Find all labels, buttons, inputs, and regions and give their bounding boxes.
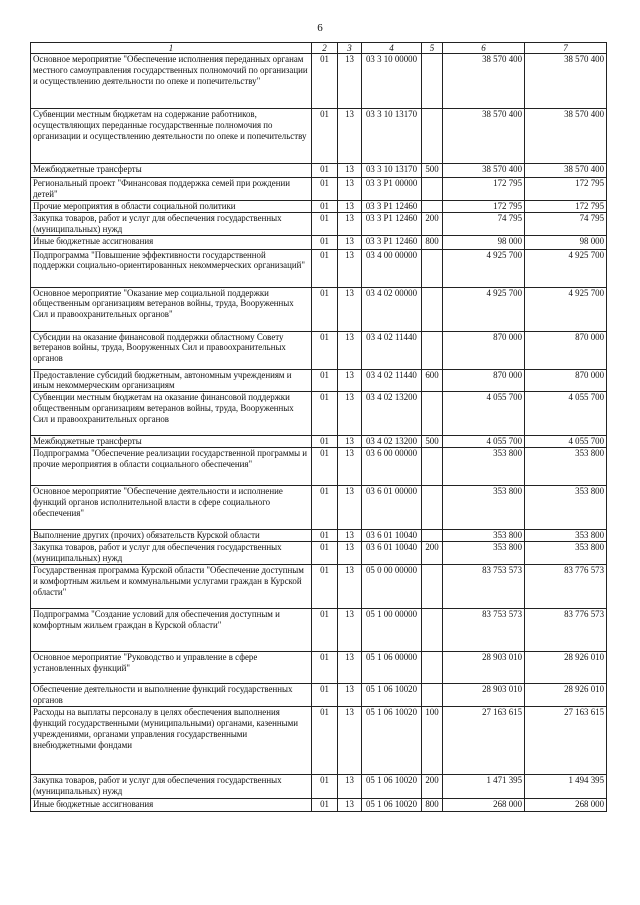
- expense-type-code: [422, 200, 443, 212]
- expense-type-code: [422, 652, 443, 684]
- expense-type-code: [422, 609, 443, 652]
- expense-type-code: 500: [422, 164, 443, 178]
- target-article-code: 03 6 01 10040: [362, 530, 422, 542]
- amount-year-1: 1 471 395: [443, 774, 525, 798]
- expense-type-code: [422, 249, 443, 287]
- target-article-code: 03 3 P1 00000: [362, 178, 422, 201]
- row-description: Закупка товаров, работ и услуг для обеспечения государственных (муниципальных) нужд: [31, 542, 312, 565]
- subsection-code: 13: [338, 331, 362, 369]
- table-row: [31, 200, 607, 212]
- target-article-code: 03 3 P1 12460: [362, 235, 422, 249]
- table-row: [31, 542, 607, 565]
- row-description: Субвенции местным бюджетам на содержание работников, осуществляющих переданные государственные полномочия по организации и осуществлению деятельности по опеке и попечительству: [31, 109, 312, 164]
- target-article-code: 05 1 06 10020: [362, 774, 422, 798]
- amount-year-1: 74 795: [443, 212, 525, 235]
- amount-year-1: 83 753 573: [443, 609, 525, 652]
- subsection-code: 13: [338, 684, 362, 707]
- table-row: [31, 565, 607, 609]
- amount-year-2: 4 055 700: [525, 436, 607, 448]
- subsection-code: 13: [338, 530, 362, 542]
- table-row: [31, 287, 607, 331]
- expense-type-code: 200: [422, 774, 443, 798]
- table-row: [31, 652, 607, 684]
- table-row: [31, 448, 607, 486]
- subsection-code: 13: [338, 392, 362, 436]
- expense-type-code: 600: [422, 369, 443, 392]
- expense-type-code: [422, 287, 443, 331]
- row-description: Основное мероприятие "Обеспечение деятельности и исполнение функций органов исполнительной власти в сфере социального обеспечения": [31, 486, 312, 530]
- row-description: Региональный проект "Финансовая поддержка семей при рождении детей": [31, 178, 312, 201]
- row-description: Подпрограмма "Обеспечение реализации государственной программы и прочие мероприятия в области социального обеспечения": [31, 448, 312, 486]
- target-article-code: 05 1 06 10020: [362, 706, 422, 774]
- target-article-code: 05 1 00 00000: [362, 609, 422, 652]
- section-code: 01: [312, 565, 338, 609]
- table-row: [31, 684, 607, 707]
- table-row: [31, 164, 607, 178]
- amount-year-1: 870 000: [443, 369, 525, 392]
- section-code: 01: [312, 109, 338, 164]
- amount-year-2: 172 795: [525, 178, 607, 201]
- section-code: 01: [312, 212, 338, 235]
- target-article-code: 03 4 02 11440: [362, 369, 422, 392]
- subsection-code: 13: [338, 287, 362, 331]
- section-code: 01: [312, 235, 338, 249]
- section-code: 01: [312, 287, 338, 331]
- subsection-code: 13: [338, 798, 362, 811]
- row-description: Государственная программа Курской области "Обеспечение доступным и комфортным жильем и коммунальными услугами граждан в Курской области": [31, 565, 312, 609]
- section-code: 01: [312, 200, 338, 212]
- amount-year-1: 38 570 400: [443, 54, 525, 109]
- section-code: 01: [312, 448, 338, 486]
- subsection-code: 13: [338, 54, 362, 109]
- amount-year-1: 83 753 573: [443, 565, 525, 609]
- section-code: 01: [312, 178, 338, 201]
- amount-year-2: 4 925 700: [525, 287, 607, 331]
- expense-type-code: 100: [422, 706, 443, 774]
- row-description: Основное мероприятие "Руководство и управление в сфере установленных функций": [31, 652, 312, 684]
- section-code: 01: [312, 249, 338, 287]
- amount-year-1: 4 925 700: [443, 287, 525, 331]
- section-code: 01: [312, 486, 338, 530]
- amount-year-1: 353 800: [443, 542, 525, 565]
- expense-type-code: [422, 392, 443, 436]
- section-code: 01: [312, 684, 338, 707]
- amount-year-2: 353 800: [525, 486, 607, 530]
- header-cell: 6: [443, 43, 525, 54]
- row-description: Основное мероприятие "Обеспечение исполнения переданных органам местного самоуправления государственных полномочий по организации и осуществлению деятельности по опеке и попечительству": [31, 54, 312, 109]
- amount-year-2: 4 055 700: [525, 392, 607, 436]
- subsection-code: 13: [338, 235, 362, 249]
- subsection-code: 13: [338, 109, 362, 164]
- section-code: 01: [312, 652, 338, 684]
- section-code: 01: [312, 798, 338, 811]
- section-code: 01: [312, 542, 338, 565]
- amount-year-2: 83 776 573: [525, 609, 607, 652]
- target-article-code: 03 3 P1 12460: [362, 212, 422, 235]
- amount-year-1: 4 055 700: [443, 436, 525, 448]
- page-number: 6: [317, 22, 323, 34]
- target-article-code: 03 3 10 13170: [362, 164, 422, 178]
- expense-type-code: [422, 178, 443, 201]
- subsection-code: 13: [338, 706, 362, 774]
- section-code: 01: [312, 331, 338, 369]
- amount-year-1: 870 000: [443, 331, 525, 369]
- amount-year-1: 172 795: [443, 178, 525, 201]
- section-code: 01: [312, 369, 338, 392]
- expense-type-code: [422, 109, 443, 164]
- header-cell: 7: [525, 43, 607, 54]
- amount-year-2: 1 494 395: [525, 774, 607, 798]
- row-description: Иные бюджетные ассигнования: [31, 798, 312, 811]
- header-cell: 5: [422, 43, 443, 54]
- subsection-code: 13: [338, 565, 362, 609]
- expense-type-code: [422, 684, 443, 707]
- expense-type-code: [422, 54, 443, 109]
- amount-year-2: 353 800: [525, 448, 607, 486]
- budget-table: [30, 42, 607, 812]
- header-cell: 4: [362, 43, 422, 54]
- amount-year-1: 28 903 010: [443, 684, 525, 707]
- table-row: [31, 486, 607, 530]
- amount-year-2: 353 800: [525, 530, 607, 542]
- amount-year-1: 353 800: [443, 530, 525, 542]
- table-row: [31, 249, 607, 287]
- amount-year-2: 353 800: [525, 542, 607, 565]
- row-description: Основное мероприятие "Оказание мер социальной поддержки общественным организациям ветеранов войны, труда, Вооруженных Сил и правоохранительных органов": [31, 287, 312, 331]
- amount-year-2: 38 570 400: [525, 109, 607, 164]
- amount-year-2: 98 000: [525, 235, 607, 249]
- subsection-code: 13: [338, 774, 362, 798]
- target-article-code: 03 6 01 10040: [362, 542, 422, 565]
- table-row: [31, 235, 607, 249]
- amount-year-2: 74 795: [525, 212, 607, 235]
- amount-year-1: 38 570 400: [443, 109, 525, 164]
- row-description: Субсидии на оказание финансовой поддержки областному Совету ветеранов войны, труда, Вооруженных Сил и правоохранительных органов: [31, 331, 312, 369]
- target-article-code: 03 4 02 13200: [362, 392, 422, 436]
- table-row: [31, 774, 607, 798]
- subsection-code: 13: [338, 448, 362, 486]
- target-article-code: 03 6 00 00000: [362, 448, 422, 486]
- amount-year-1: 98 000: [443, 235, 525, 249]
- table-row: [31, 212, 607, 235]
- row-description: Подпрограмма "Создание условий для обеспечения доступным и комфортным жильем граждан в Курской области": [31, 609, 312, 652]
- section-code: 01: [312, 392, 338, 436]
- expense-type-code: 800: [422, 235, 443, 249]
- subsection-code: 13: [338, 542, 362, 565]
- row-description: Закупка товаров, работ и услуг для обеспечения государственных (муниципальных) нужд: [31, 212, 312, 235]
- target-article-code: 03 3 10 13170: [362, 109, 422, 164]
- row-description: Иные бюджетные ассигнования: [31, 235, 312, 249]
- amount-year-1: 353 800: [443, 486, 525, 530]
- header-cell: 2: [312, 43, 338, 54]
- subsection-code: 13: [338, 212, 362, 235]
- amount-year-1: 172 795: [443, 200, 525, 212]
- table-row: [31, 331, 607, 369]
- expense-type-code: 200: [422, 212, 443, 235]
- target-article-code: 05 1 06 00000: [362, 652, 422, 684]
- expense-type-code: 200: [422, 542, 443, 565]
- amount-year-2: 83 776 573: [525, 565, 607, 609]
- amount-year-1: 38 570 400: [443, 164, 525, 178]
- target-article-code: 03 4 02 13200: [362, 436, 422, 448]
- target-article-code: 03 4 02 00000: [362, 287, 422, 331]
- amount-year-1: 28 903 010: [443, 652, 525, 684]
- subsection-code: 13: [338, 652, 362, 684]
- row-description: Подпрограмма "Повышение эффективности государственной поддержки социально-ориентированных некоммерческих организаций": [31, 249, 312, 287]
- amount-year-2: 870 000: [525, 331, 607, 369]
- amount-year-2: 28 926 010: [525, 684, 607, 707]
- header-cell: 1: [31, 43, 312, 54]
- subsection-code: 13: [338, 178, 362, 201]
- target-article-code: 05 1 06 10020: [362, 798, 422, 811]
- row-description: Межбюджетные трансферты: [31, 164, 312, 178]
- amount-year-2: 27 163 615: [525, 706, 607, 774]
- expense-type-code: 500: [422, 436, 443, 448]
- section-code: 01: [312, 609, 338, 652]
- amount-year-1: 27 163 615: [443, 706, 525, 774]
- amount-year-2: 268 000: [525, 798, 607, 811]
- amount-year-2: 38 570 400: [525, 54, 607, 109]
- row-description: Предоставление субсидий бюджетным, автономным учреждениям и иным некоммерческим организациям: [31, 369, 312, 392]
- row-description: Прочие мероприятия в области социальной политики: [31, 200, 312, 212]
- subsection-code: 13: [338, 164, 362, 178]
- table-row: [31, 54, 607, 109]
- table-row: [31, 109, 607, 164]
- row-description: Межбюджетные трансферты: [31, 436, 312, 448]
- target-article-code: 03 4 02 11440: [362, 331, 422, 369]
- table-body: [31, 54, 607, 812]
- row-description: Закупка товаров, работ и услуг для обеспечения государственных (муниципальных) нужд: [31, 774, 312, 798]
- section-code: 01: [312, 436, 338, 448]
- table-row: [31, 178, 607, 201]
- amount-year-2: 4 925 700: [525, 249, 607, 287]
- row-description: Расходы на выплаты персоналу в целях обеспечения выполнения функций государственными (муниципальными) органами, казенными учреждениями, органами управления государственными внебюджетными фондами: [31, 706, 312, 774]
- expense-type-code: [422, 331, 443, 369]
- subsection-code: 13: [338, 369, 362, 392]
- expense-type-code: [422, 486, 443, 530]
- table-row: [31, 609, 607, 652]
- amount-year-2: 38 570 400: [525, 164, 607, 178]
- subsection-code: 13: [338, 486, 362, 530]
- subsection-code: 13: [338, 436, 362, 448]
- target-article-code: 05 1 06 10020: [362, 684, 422, 707]
- subsection-code: 13: [338, 200, 362, 212]
- amount-year-2: 870 000: [525, 369, 607, 392]
- target-article-code: 05 0 00 00000: [362, 565, 422, 609]
- table-row: [31, 706, 607, 774]
- amount-year-1: 4 055 700: [443, 392, 525, 436]
- target-article-code: 03 6 01 00000: [362, 486, 422, 530]
- section-code: 01: [312, 774, 338, 798]
- table-row: [31, 436, 607, 448]
- expense-type-code: 800: [422, 798, 443, 811]
- section-code: 01: [312, 706, 338, 774]
- table-row: [31, 530, 607, 542]
- row-description: Обеспечение деятельности и выполнение функций государственных органов: [31, 684, 312, 707]
- subsection-code: 13: [338, 609, 362, 652]
- section-code: 01: [312, 164, 338, 178]
- expense-type-code: [422, 448, 443, 486]
- expense-type-code: [422, 565, 443, 609]
- amount-year-2: 28 926 010: [525, 652, 607, 684]
- header-row: [31, 43, 607, 54]
- amount-year-1: 353 800: [443, 448, 525, 486]
- section-code: 01: [312, 530, 338, 542]
- row-description: Субвенции местным бюджетам на оказание финансовой поддержки общественным организациям ветеранов войны, труда, Вооруженных Сил и правоохранительных органов: [31, 392, 312, 436]
- table-row: [31, 369, 607, 392]
- table-row: [31, 392, 607, 436]
- target-article-code: 03 3 P1 12460: [362, 200, 422, 212]
- target-article-code: 03 3 10 00000: [362, 54, 422, 109]
- expense-type-code: [422, 530, 443, 542]
- table-row: [31, 798, 607, 811]
- section-code: 01: [312, 54, 338, 109]
- header-cell: 3: [338, 43, 362, 54]
- amount-year-1: 4 925 700: [443, 249, 525, 287]
- amount-year-2: 172 795: [525, 200, 607, 212]
- row-description: Выполнение других (прочих) обязательств Курской области: [31, 530, 312, 542]
- subsection-code: 13: [338, 249, 362, 287]
- amount-year-1: 268 000: [443, 798, 525, 811]
- target-article-code: 03 4 00 00000: [362, 249, 422, 287]
